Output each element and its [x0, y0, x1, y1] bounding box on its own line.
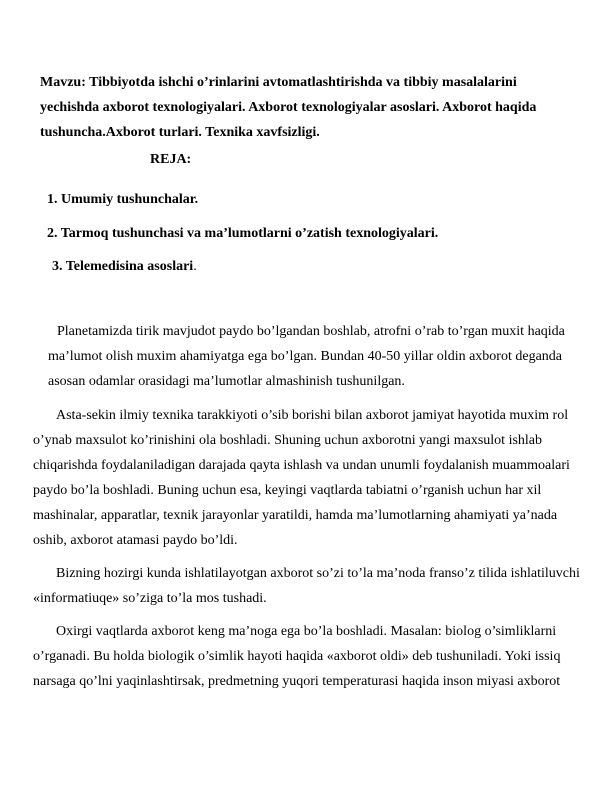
- document-title: [40, 70, 580, 145]
- plan-item-3-period: .: [193, 259, 197, 274]
- body-line-4: Asta-sekin ilmiy texnika tarakkiyoti o’sib borishi bilan axborot jamiyat hayotida muxim rol: [56, 408, 569, 423]
- body-line-7: paydo bo’la boshladi. Buning uchun esa, keyingi vaqtlarda tabiatni o’rganish uchun har xil: [33, 483, 542, 498]
- body-line-2: ma’lumot olish muxim ahamiyatga ega bo’lgan. Bundan 40-50 yillar oldin axborot deganda: [48, 349, 562, 364]
- body-line-9: oshib, axborot atamasi paydo bo’ldi.: [33, 533, 238, 548]
- body-line-8: mashinalar, apparatlar, texnik jarayonlar yaratildi, hamda ma’lumotlarning ahamiyati ya’nada: [33, 508, 558, 523]
- plan-item-3-text: 3. Telemedisina asoslari: [52, 259, 194, 274]
- title-line-3: tushuncha.Axborot turlari. Texnika xavfsizligi.: [40, 125, 320, 140]
- body-line-11: «informatiuqe» so’ziga to’la mos tushadi.: [33, 591, 267, 606]
- title-line-1: Mavzu: Tibbiyotda ishchi o’rinlarini avtomatlashtirishda va tibbiy masalalarini: [40, 75, 517, 90]
- body-line-6: chiqarishda foydalaniladigan darajada qayta ishlash va undan unumli foydalanish muammoalari: [33, 458, 570, 473]
- title-line-2: yechishda axborot texnologiyalari. Axborot texnologiyalar asoslari. Axborot haqida: [40, 100, 537, 115]
- plan-item-3: [52, 259, 197, 275]
- body-line-3: asosan odamlar orasidagi ma’lumotlar almashinish tushunilgan.: [48, 374, 405, 389]
- body-line-5: o’ynab maxsulot ko’rinishini ola boshladi. Shuning uchun axborotni yangi maxsulot ishlab: [33, 433, 543, 448]
- plan-item-1: 1. Umumiy tushunchalar.: [47, 192, 199, 207]
- body-line-13: o’rganadi. Bu holda biologik o’simlik hayoti haqida «axborot oldi» deb tushuniladi. Yoki issiq: [33, 649, 561, 664]
- body-line-10: Bizning hozirgi kunda ishlatilayotgan axborot so’zi to’la ma’noda franso’z tilida ishlatiluvchi: [56, 566, 580, 581]
- body-line-12: Oxirgi vaqtlarda axborot keng ma’noga ega bo’la boshladi. Masalan: biolog o’simliklarni: [56, 624, 557, 639]
- body-line-1: Planetamizda tirik mavjudot paydo bo’lgandan boshlab, atrofni o’rab to’rgan muxit haqida: [57, 324, 565, 339]
- plan-heading: REJA:: [150, 152, 192, 167]
- body-line-14: narsaga qo’lni yaqinlashtirsak, predmetning yuqori temperaturasi haqida inson miyasi axborot: [33, 674, 561, 689]
- plan-item-2: 2. Tarmoq tushunchasi va ma’lumotlarni o’zatish texnologiyalari.: [47, 226, 439, 241]
